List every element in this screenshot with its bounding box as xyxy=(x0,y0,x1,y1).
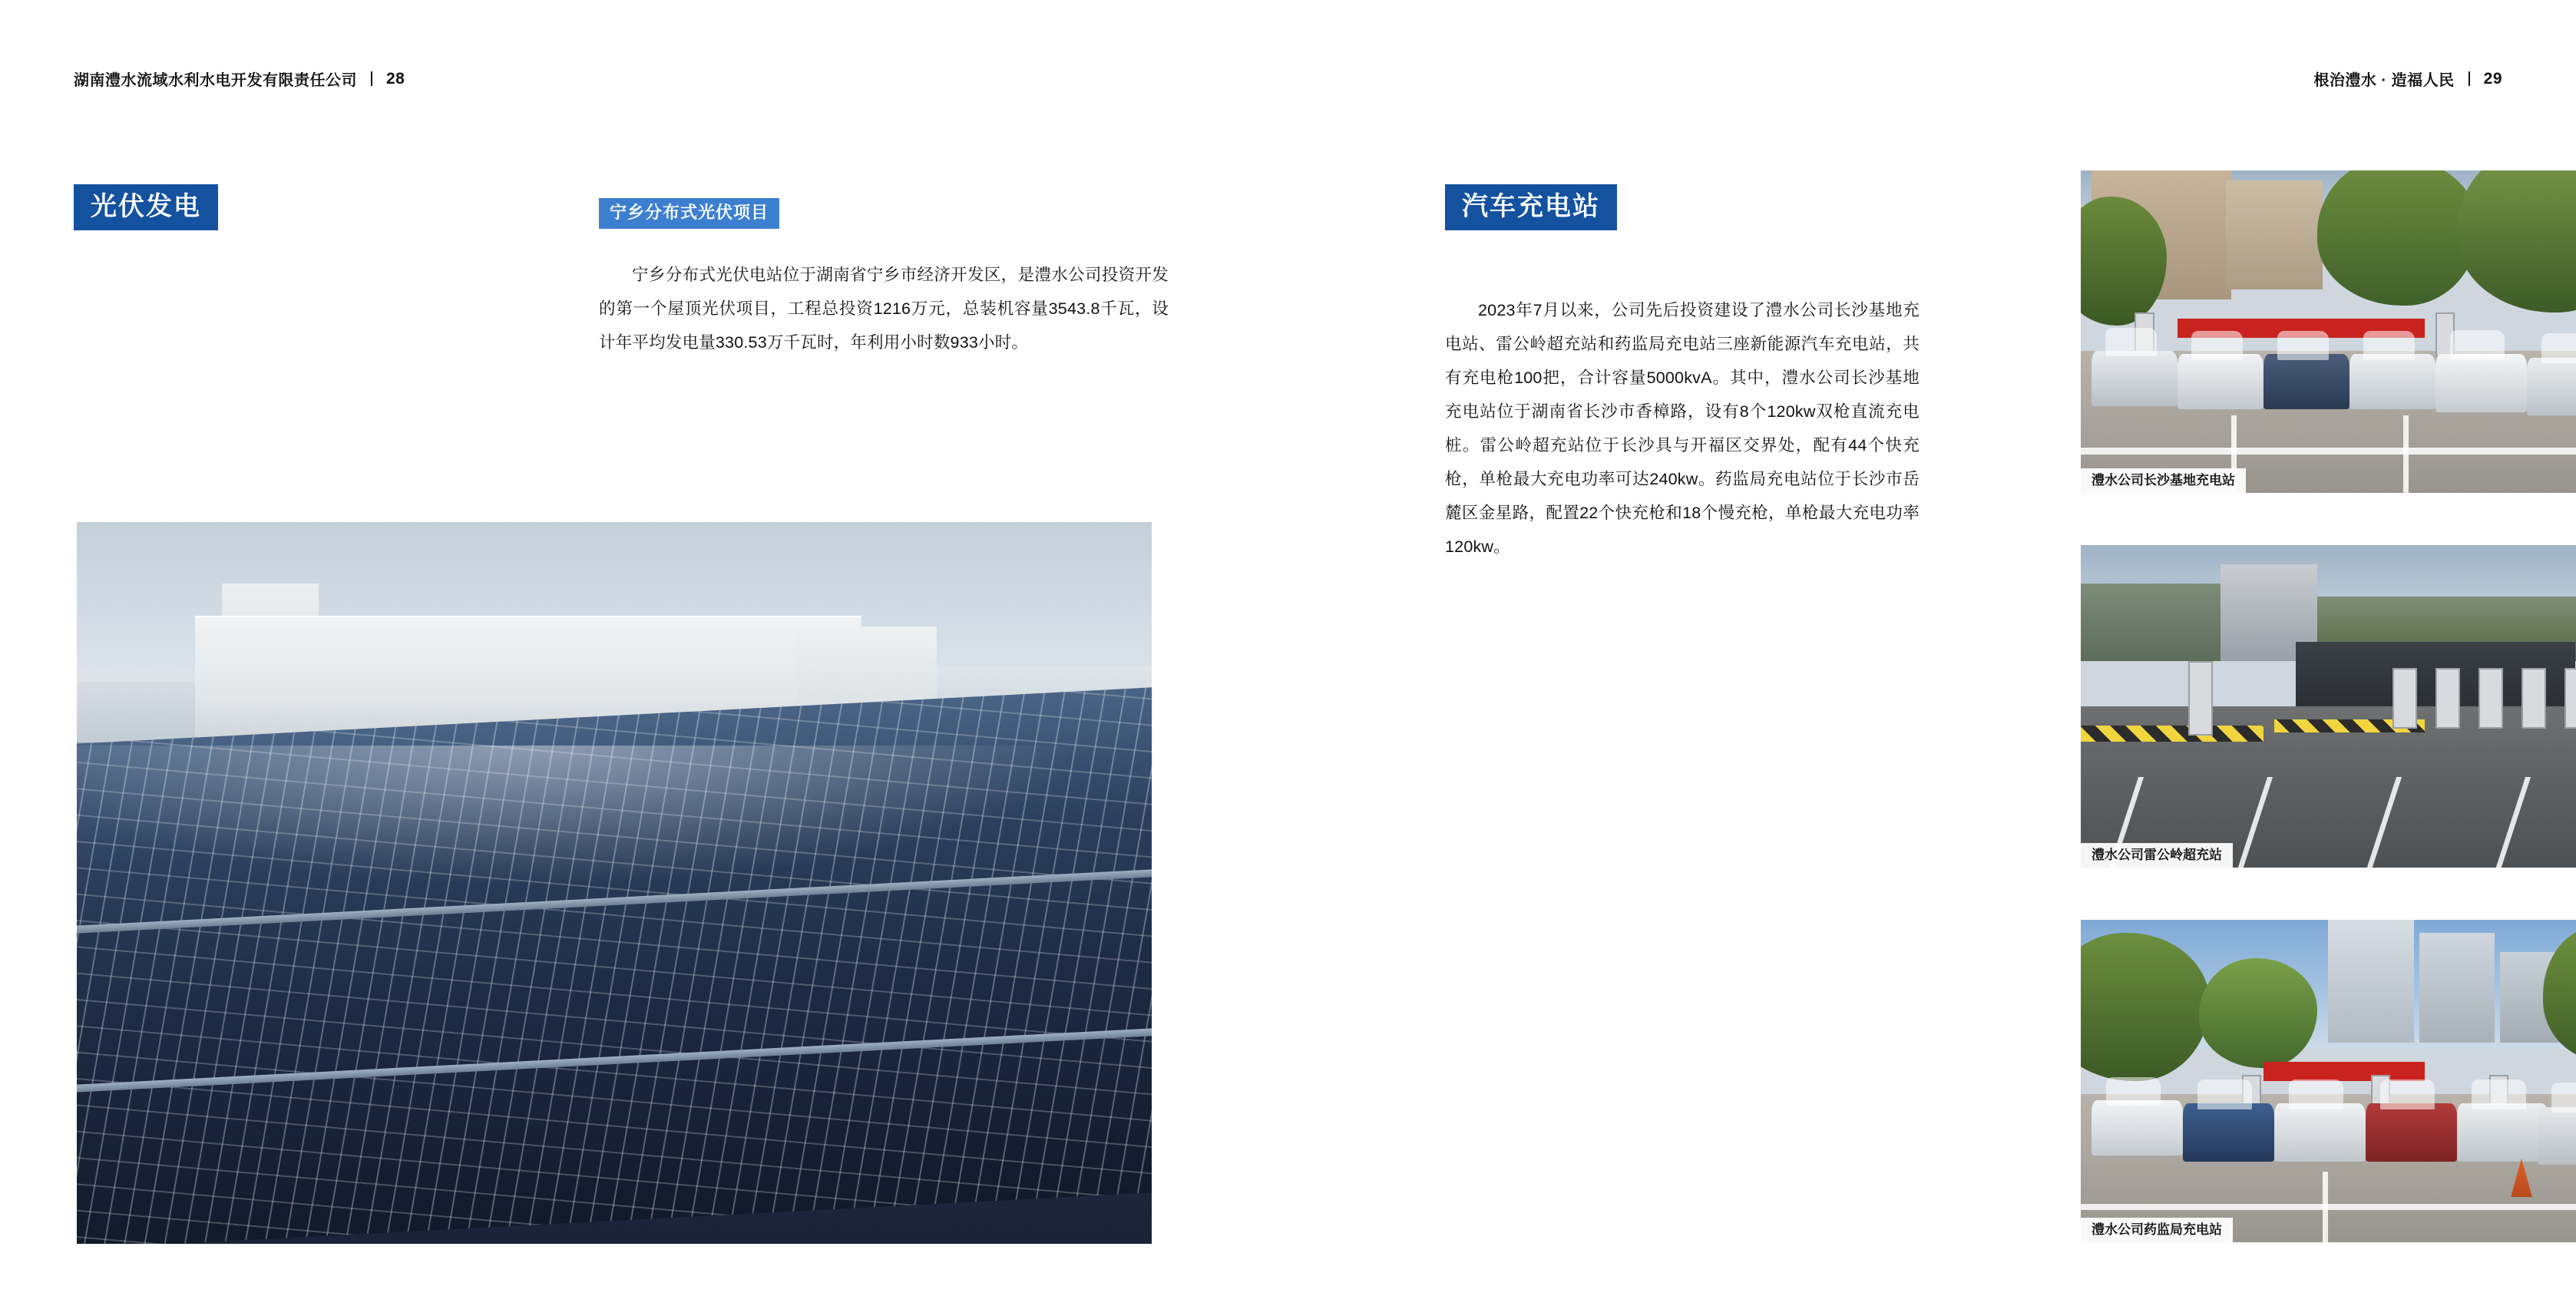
page-number-left: 28 xyxy=(386,69,405,88)
photo-yaojianju-station xyxy=(2081,920,2576,1242)
car-3 xyxy=(2274,1103,2366,1162)
charging-pile-c xyxy=(2435,668,2460,729)
parking-line-3 xyxy=(2403,415,2409,493)
scene-yaojianju xyxy=(2081,920,2576,1242)
parking-line-1 xyxy=(2081,448,2576,454)
running-head-left xyxy=(74,68,405,90)
photo-caption-1: 澧水公司长沙基地充电站 xyxy=(2081,468,2246,493)
red-banner xyxy=(2264,1062,2425,1081)
page-number-right: 29 xyxy=(2483,69,2502,88)
right-body-paragraph: 2023年7月以来，公司先后投资建设了澧水公司长沙基地充电站、雷公岭超充站和药监局充电站三座新能源汽车充电站，共有充电枪100把，合计容量5000kvA。其中，澧水公司长沙基地充电站位于湖南省长沙市香樟路，设有8个120kw双枪直流充电桩。雷公岭超充站位于长沙具与开福区交界处，配有44个快充枪，单枪最大充电功率可达240kw。药监局充电站位于长沙市岳麓区金星路，配置22个快充枪和18个慢充枪，单枪最大充电功率120kw。 xyxy=(1445,301,1920,556)
right-body-text xyxy=(1445,293,1920,564)
curb-stripe-left xyxy=(2081,726,2264,742)
photo-solar-array xyxy=(77,522,1152,1244)
running-head-left-text: 湖南澧水流域水利水电开发有限责任公司 xyxy=(74,72,357,89)
photo-changsha-base-station xyxy=(2081,170,2576,493)
charging-pile-d xyxy=(2478,668,2503,729)
charging-pile-f xyxy=(2564,668,2576,729)
photo-caption-2: 澧水公司雷公岭超充站 xyxy=(2081,843,2233,868)
car-2 xyxy=(2178,354,2264,408)
tree-canopy-center xyxy=(2317,170,2478,306)
car-4 xyxy=(2349,354,2435,408)
running-head-right xyxy=(2313,68,2502,90)
car-2 xyxy=(2183,1103,2274,1162)
scene-changsha-base xyxy=(2081,170,2576,493)
right-page xyxy=(1288,0,2576,1306)
section-title-charging-station: 汽车充电站 xyxy=(1445,184,1617,230)
car-1 xyxy=(2092,1100,2183,1155)
scene-leigongling xyxy=(2081,545,2576,868)
running-head-separator-right xyxy=(2469,71,2470,86)
photo-leigongling-station xyxy=(2081,545,2576,868)
background-building-left xyxy=(77,681,206,746)
hillside-left xyxy=(2081,584,2242,661)
highrise-1 xyxy=(2328,920,2414,1043)
parking-line-1 xyxy=(2081,1204,2576,1210)
car-3 xyxy=(2264,354,2349,408)
left-body-text xyxy=(599,258,1169,359)
photo-caption-3: 澧水公司药监局充电站 xyxy=(2081,1218,2233,1242)
car-4 xyxy=(2366,1103,2457,1162)
subsection-title-ningxiang: 宁乡分布式光伏项目 xyxy=(599,198,779,229)
car-1 xyxy=(2092,351,2178,405)
car-5 xyxy=(2435,354,2527,412)
section-title-photovoltaic: 光伏发电 xyxy=(74,184,218,230)
sun-glare xyxy=(77,746,1152,904)
charging-pile-e xyxy=(2521,668,2546,729)
charging-pile-b xyxy=(2392,668,2417,729)
charging-pile-a xyxy=(2188,661,2213,735)
left-body-paragraph: 宁乡分布式光伏电站位于湖南省宁乡市经济开发区，是澧水公司投资开发的第一个屋顶光伏项目，工程总投资1216万元，总装机容量3543.8千瓦，设计年平均发电量330.53万千瓦时，年利用小时数933小时。 xyxy=(599,266,1169,352)
running-head-right-text: 根治澧水 · 造福人民 xyxy=(2313,72,2455,89)
car-5 xyxy=(2457,1103,2548,1162)
car-6 xyxy=(2527,358,2576,416)
residential-building-mid xyxy=(2226,180,2323,290)
running-head-separator xyxy=(371,71,372,86)
parking-line-2 xyxy=(2323,1172,2328,1242)
solar-array-illustration xyxy=(77,522,1152,1244)
car-6 xyxy=(2538,1107,2576,1165)
tree-canopy-right xyxy=(2457,170,2576,312)
tree-canopy-mid xyxy=(2199,958,2317,1068)
highrise-2 xyxy=(2419,933,2495,1043)
